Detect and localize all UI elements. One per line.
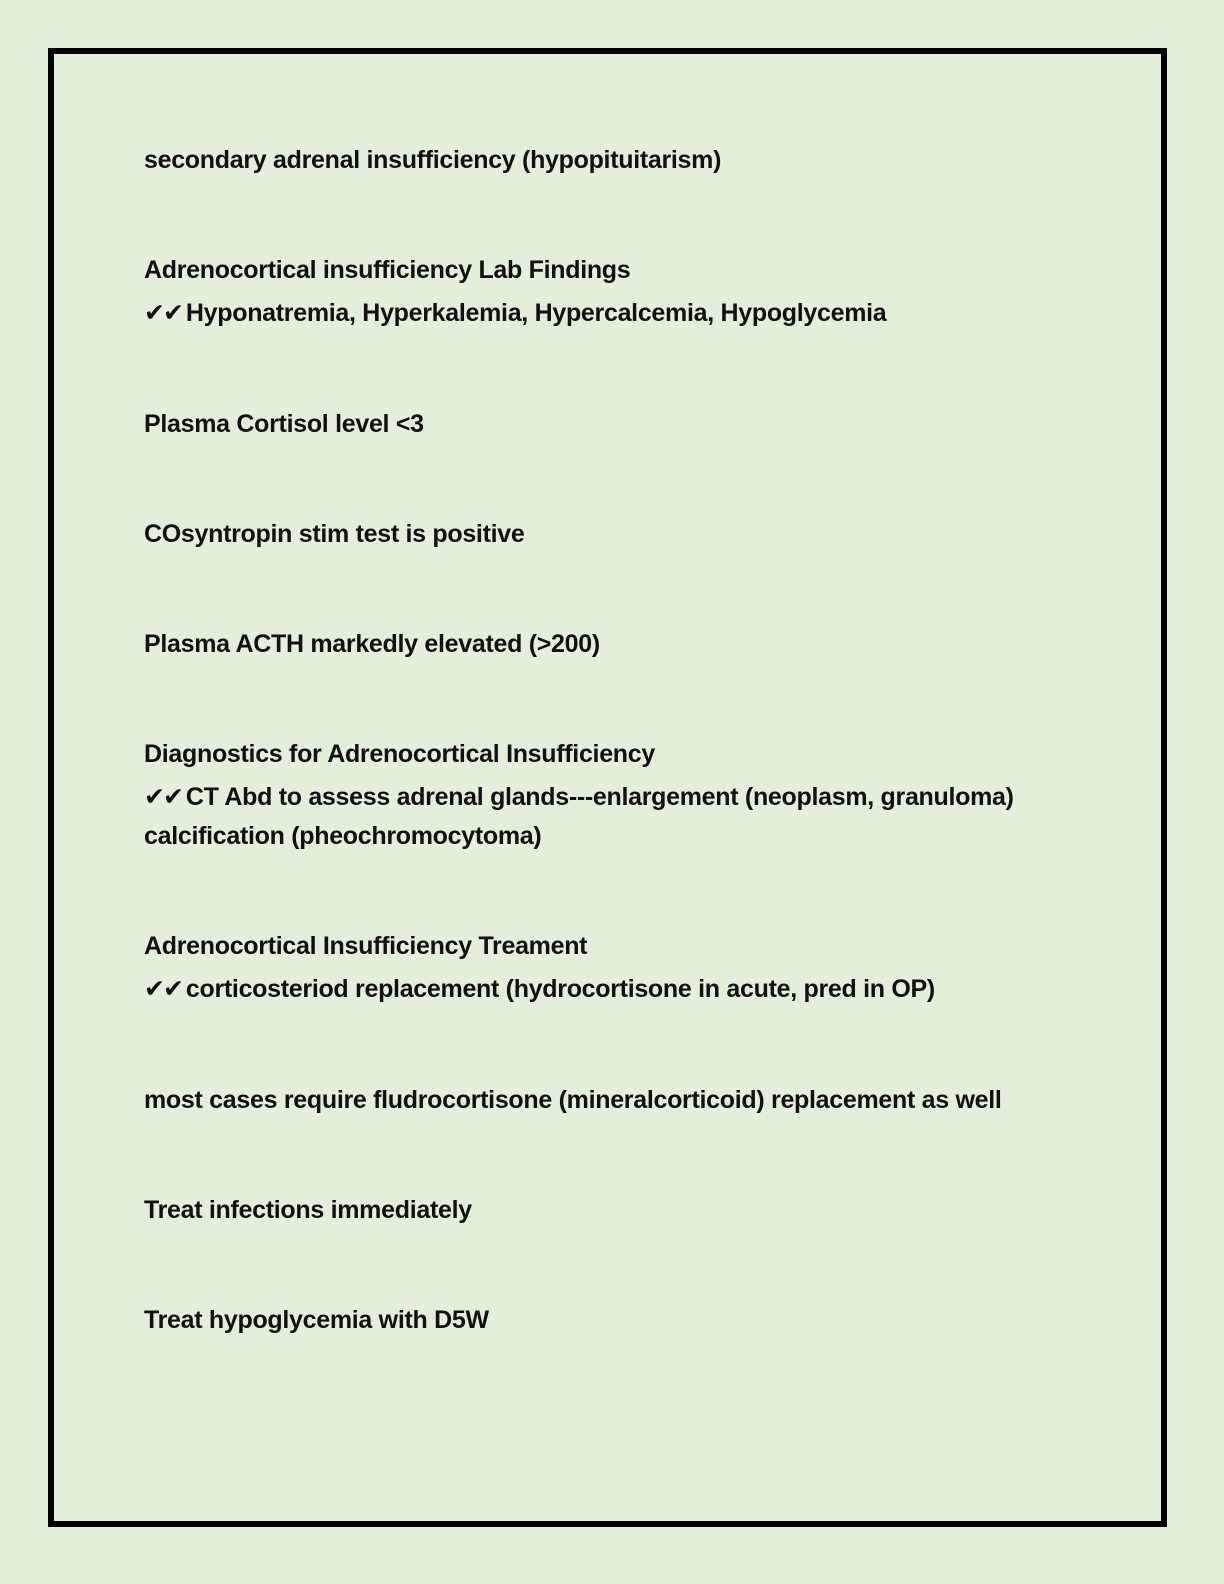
- note-text: secondary adrenal insufficiency (hypopituitarism): [144, 146, 722, 174]
- note-text: most cases require fludrocortisone (mineralcorticoid) replacement as well: [144, 1086, 1002, 1114]
- note-text: Plasma Cortisol level <3: [144, 410, 424, 438]
- answer-text: corticosteriod replacement (hydrocortisone in acute, pred in OP): [185, 975, 935, 1003]
- note-text: Plasma ACTH markedly elevated (>200): [144, 630, 600, 658]
- card-term: Diagnostics for Adrenocortical Insufficiency: [144, 740, 655, 768]
- card-answer: [144, 974, 935, 1004]
- card-term: Adrenocortical insufficiency Lab Findings: [144, 256, 631, 284]
- card-answer-continued: calcification (pheochromocytoma): [144, 822, 542, 850]
- answer-text: Hyponatremia, Hyperkalemia, Hypercalcemia, Hypoglycemia: [185, 299, 887, 327]
- note-text: COsyntropin stim test is positive: [144, 520, 525, 548]
- check-mark-icon: ✔✔: [144, 782, 182, 811]
- card-answer: [144, 298, 886, 328]
- answer-text: CT Abd to assess adrenal glands---enlargement (neoplasm, granuloma): [185, 783, 1014, 811]
- card-answer: [144, 782, 1014, 812]
- check-mark-icon: ✔✔: [144, 974, 182, 1003]
- note-text: Treat infections immediately: [144, 1196, 472, 1224]
- card-term: Adrenocortical Insufficiency Treament: [144, 932, 588, 960]
- check-mark-icon: ✔✔: [144, 298, 182, 327]
- note-text: Treat hypoglycemia with D5W: [144, 1306, 489, 1334]
